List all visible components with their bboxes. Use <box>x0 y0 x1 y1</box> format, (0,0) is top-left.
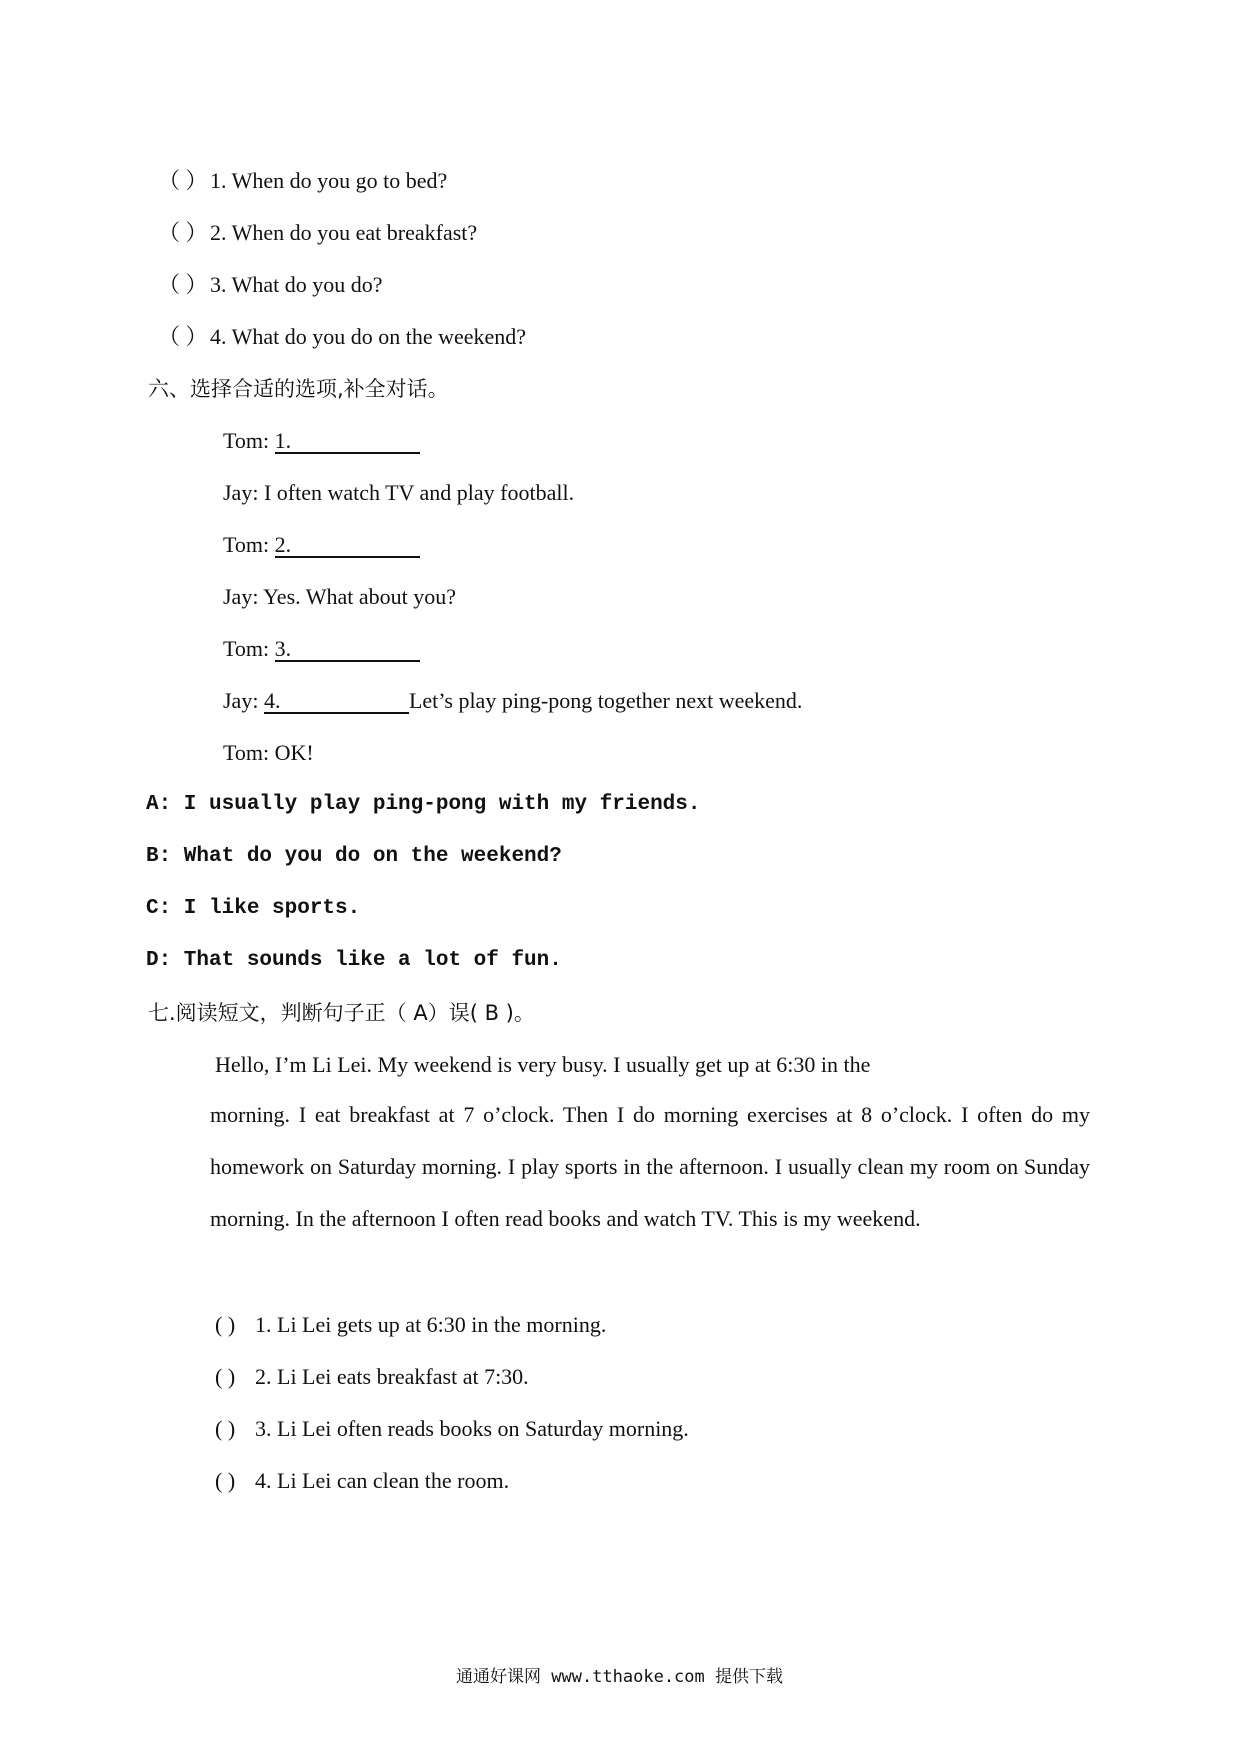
dialogue-text: Let’s play ping-pong together next weekend. <box>408 688 803 713</box>
dialogue-line: Tom: OK! <box>223 740 314 765</box>
answer-blank[interactable]: 2. <box>275 532 420 558</box>
judgment-item <box>215 1362 529 1392</box>
passage-body: morning. I eat breakfast at 7 o’clock. Then I do morning exercises at 8 o’clock. I often do my homework on Saturday morning. I play sports in the afternoon. I usually clean my room on Sunday morning. In the afternoon I often read books and watch TV. This is my weekend. <box>210 1102 1090 1231</box>
answer-blank[interactable]: 4. <box>264 688 409 714</box>
dialogue-line <box>223 686 802 716</box>
answer-paren: ( ) <box>215 1312 236 1337</box>
option-d: D: That sounds like a lot of fun. <box>146 949 562 972</box>
answer-blank[interactable]: 3. <box>275 636 420 662</box>
dialogue-line: Jay: I often watch TV and play football. <box>223 480 575 505</box>
question-item <box>158 270 383 300</box>
question-text: 2. When do you eat breakfast? <box>210 220 478 245</box>
question-item <box>158 322 526 352</box>
answer-paren: ( ) <box>215 1416 236 1441</box>
answer-paren: ( ) <box>215 1364 236 1389</box>
page-footer: 通通好课网 www.tthaoke.com 提供下载 <box>456 1667 783 1687</box>
judgment-item <box>215 1466 509 1496</box>
answer-paren: （ ） <box>158 168 208 193</box>
answer-paren: ( ) <box>215 1468 236 1493</box>
question-text: 4. What do you do on the weekend? <box>210 324 527 349</box>
judgment-item <box>215 1310 606 1340</box>
question-item <box>158 166 447 196</box>
judgment-text: 3. Li Lei often reads books on Saturday morning. <box>255 1416 689 1441</box>
option-b: B: What do you do on the weekend? <box>146 845 562 868</box>
option-a: A: I usually play ping-pong with my friends. <box>146 793 701 816</box>
dialogue-speaker: Tom: <box>223 532 275 557</box>
judgment-item <box>215 1414 689 1444</box>
answer-blank[interactable]: 1. <box>275 428 420 454</box>
option-c: C: I like sports. <box>146 897 361 920</box>
section-7-heading: 七.阅读短文，判断句子正（ A）误( B )。 <box>148 1001 535 1025</box>
section-6-heading: 六、选择合适的选项,补全对话。 <box>148 377 449 401</box>
answer-paren: （ ） <box>158 220 208 245</box>
passage-first-line: Hello, I’m Li Lei. My weekend is very busy. I usually get up at 6:30 in the <box>215 1052 871 1077</box>
dialogue-speaker: Tom: <box>223 428 275 453</box>
dialogue-speaker: Jay: <box>223 688 264 713</box>
dialogue-line: Jay: Yes. What about you? <box>223 584 457 609</box>
answer-paren: （ ） <box>158 272 208 297</box>
judgment-text: 4. Li Lei can clean the room. <box>255 1468 510 1493</box>
answer-paren: （ ） <box>158 324 208 349</box>
dialogue-line <box>223 426 420 456</box>
dialogue-line <box>223 530 420 560</box>
question-text: 1. When do you go to bed? <box>210 168 448 193</box>
judgment-text: 2. Li Lei eats breakfast at 7:30. <box>255 1364 529 1389</box>
dialogue-line <box>223 634 420 664</box>
question-item <box>158 218 477 248</box>
question-text: 3. What do you do? <box>210 272 383 297</box>
dialogue-speaker: Tom: <box>223 636 275 661</box>
judgment-text: 1. Li Lei gets up at 6:30 in the morning. <box>255 1312 607 1337</box>
